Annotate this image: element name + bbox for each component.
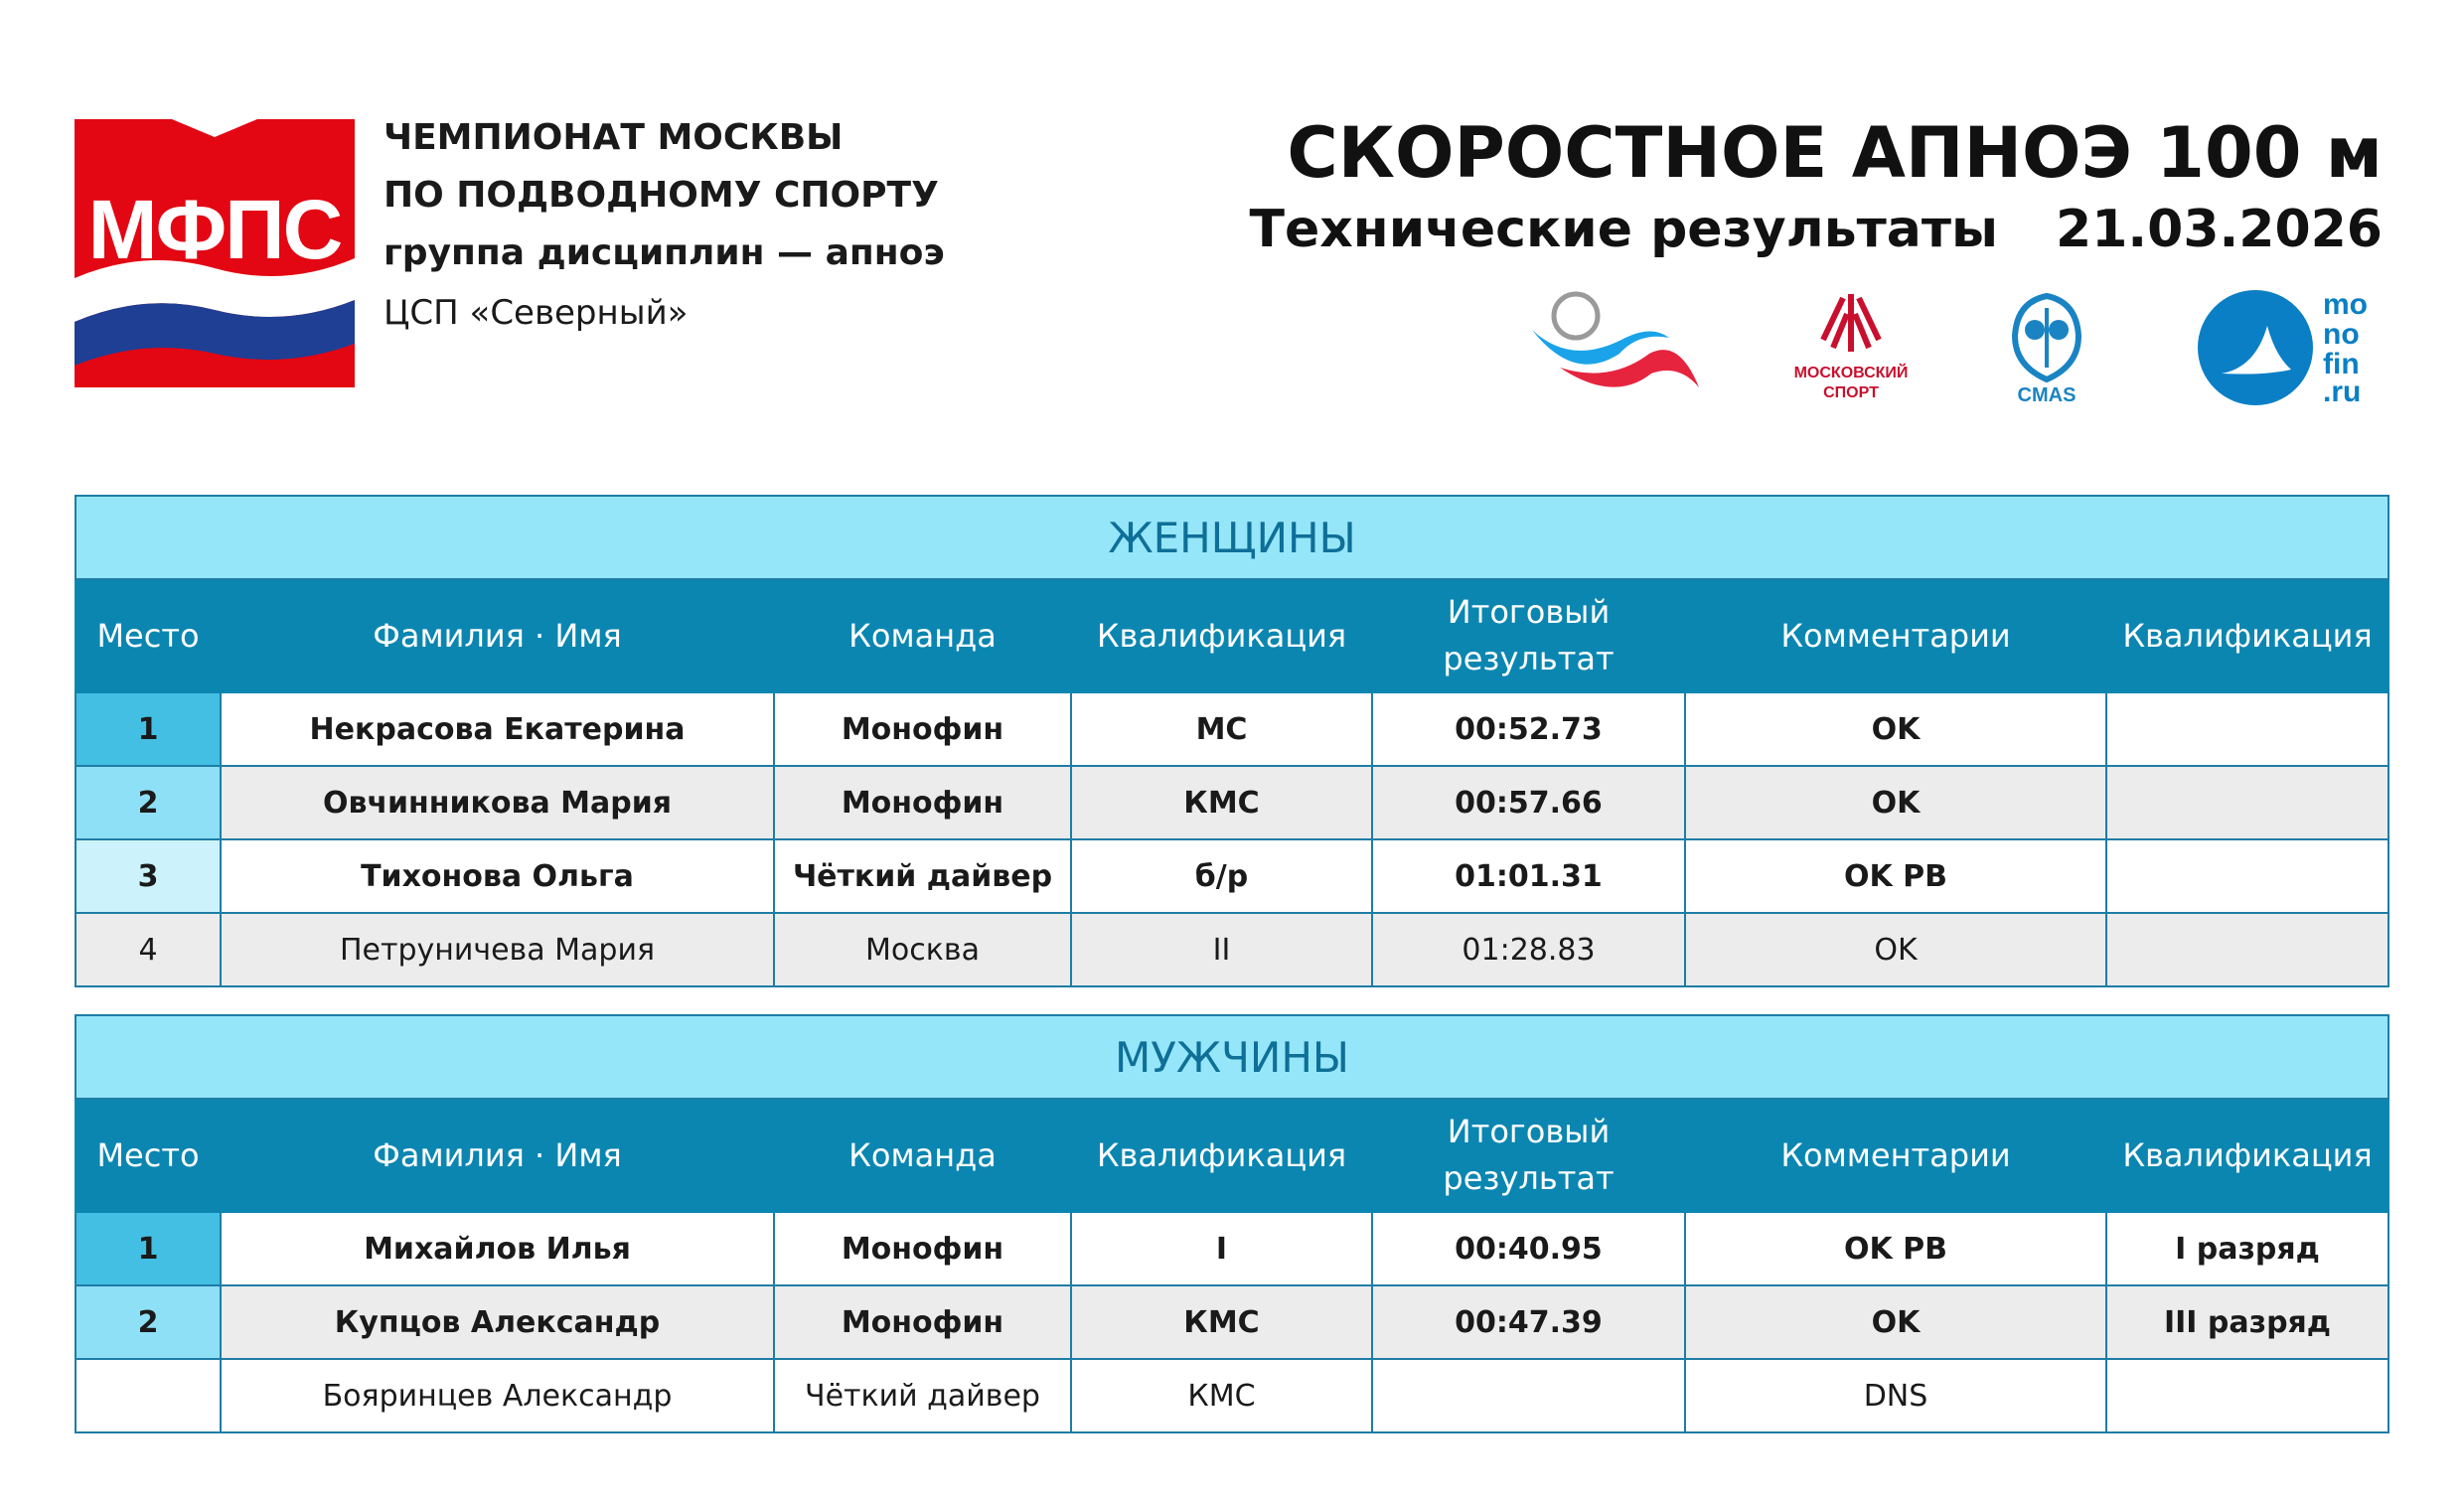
team-cell: Чёткий дайвер — [774, 839, 1071, 913]
organizer-block — [384, 109, 945, 344]
event-date: 21.03.2026 — [2056, 200, 2383, 259]
qualification-cell: МС — [1071, 692, 1372, 766]
venue: ЦСП «Северный» — [384, 293, 689, 333]
women-results-table — [75, 495, 2389, 987]
discipline-group: группа дисциплин — апноэ — [384, 232, 945, 273]
comment-cell: OK — [1685, 766, 2106, 839]
qualification-cell: КМС — [1071, 1359, 1372, 1432]
result-cell: 00:40.95 — [1372, 1212, 1685, 1285]
team-cell: Монофин — [774, 692, 1071, 766]
sport-title: ПО ПОДВОДНОМУ СПОРТУ — [384, 175, 939, 216]
col-awarded-qualification: Квалификация — [2106, 1099, 2388, 1212]
name-cell: Михайлов Илья — [221, 1212, 774, 1285]
comment-cell: OK — [1685, 692, 2106, 766]
name-cell: Овчинникова Мария — [221, 766, 774, 839]
table-row — [76, 1285, 2388, 1359]
event-title: СКОРОСТНОЕ АПНОЭ 100 м — [1287, 112, 2383, 194]
event-subtitle — [1250, 195, 2383, 264]
comment-cell: OK — [1685, 1285, 2106, 1359]
name-cell: Тихонова Ольга — [221, 839, 774, 913]
moscow-sport-line2: СПОРТ — [1823, 384, 1879, 401]
monofin-line-4: .ru — [2323, 376, 2362, 408]
place-cell: 2 — [76, 1285, 221, 1359]
comment-cell: OK — [1685, 913, 2106, 986]
result-cell: 00:47.39 — [1372, 1285, 1685, 1359]
cmas-logo — [1997, 288, 2096, 407]
team-cell: Монофин — [774, 1285, 1071, 1359]
result-cell: 01:28.83 — [1372, 913, 1685, 986]
men-section — [75, 1014, 2387, 1433]
federation-wave-logo — [1530, 288, 1701, 405]
qualification-cell: б/р — [1071, 839, 1372, 913]
col-place: Место — [76, 1099, 221, 1212]
place-cell: 2 — [76, 766, 221, 839]
table-row — [76, 839, 2388, 913]
qualification-cell: КМС — [1071, 766, 1372, 839]
men-header-row — [76, 1099, 2388, 1212]
col-result: Итоговый результат — [1372, 1099, 1685, 1212]
col-name: Фамилия · Имя — [221, 579, 774, 692]
award-cell — [2106, 766, 2388, 839]
award-cell: I разряд — [2106, 1212, 2388, 1285]
team-cell: Москва — [774, 913, 1071, 986]
monofin-line-2: no — [2323, 318, 2360, 351]
col-place: Место — [76, 579, 221, 692]
women-section — [75, 495, 2387, 987]
name-cell: Некрасова Екатерина — [221, 692, 774, 766]
comment-cell: OK PB — [1685, 839, 2106, 913]
award-cell — [2106, 1359, 2388, 1432]
place-cell: 4 — [76, 913, 221, 986]
comment-cell: OK PB — [1685, 1212, 2106, 1285]
qualification-cell: I — [1071, 1212, 1372, 1285]
table-row — [76, 913, 2388, 986]
award-cell — [2106, 839, 2388, 913]
name-cell: Петруничева Мария — [221, 913, 774, 986]
place-cell — [76, 1359, 221, 1432]
qualification-cell: КМС — [1071, 1285, 1372, 1359]
col-result: Итоговый результат — [1372, 579, 1685, 692]
award-cell — [2106, 692, 2388, 766]
place-cell: 1 — [76, 1212, 221, 1285]
table-row — [76, 766, 2388, 839]
table-row — [76, 692, 2388, 766]
col-team: Команда — [774, 579, 1071, 692]
col-comments: Комментарии — [1685, 579, 2106, 692]
cmas-text: CMAS — [2017, 384, 2077, 406]
women-header-row — [76, 579, 2388, 692]
women-section-title: ЖЕНЩИНЫ — [76, 496, 2388, 579]
col-qualification: Квалификация — [1071, 1099, 1372, 1212]
table-row — [76, 1212, 2388, 1285]
mfps-logo-text: МФПС — [87, 183, 342, 276]
monofin-line-1: mo — [2323, 288, 2368, 321]
name-cell: Купцов Александр — [221, 1285, 774, 1359]
col-awarded-qualification: Квалификация — [2106, 579, 2388, 692]
moscow-sport-line1: МОСКОВСКИЙ — [1793, 365, 1909, 381]
results-label: Технические результаты — [1249, 200, 1999, 259]
team-cell: Чёткий дайвер — [774, 1359, 1071, 1432]
men-section-title: МУЖЧИНЫ — [76, 1015, 2388, 1099]
col-team: Команда — [774, 1099, 1071, 1212]
moscow-sport-logo — [1793, 288, 1909, 407]
award-cell: III разряд — [2106, 1285, 2388, 1359]
table-row — [76, 1359, 2388, 1432]
comment-cell: DNS — [1685, 1359, 2106, 1432]
col-name: Фамилия · Имя — [221, 1099, 774, 1212]
name-cell: Бояринцев Александр — [221, 1359, 774, 1432]
col-qualification: Квалификация — [1071, 579, 1372, 692]
result-cell: 00:57.66 — [1372, 766, 1685, 839]
championship-title: ЧЕМПИОНАТ МОСКВЫ — [384, 117, 844, 158]
result-cell — [1372, 1359, 1685, 1432]
monofin-logo — [2196, 286, 2385, 409]
team-cell: Монофин — [774, 1212, 1071, 1285]
col-comments: Комментарии — [1685, 1099, 2106, 1212]
award-cell — [2106, 913, 2388, 986]
result-cell: 01:01.31 — [1372, 839, 1685, 913]
result-cell: 00:52.73 — [1372, 692, 1685, 766]
men-results-table — [75, 1014, 2389, 1433]
mfps-logo — [75, 119, 355, 387]
monofin-line-3: fin — [2323, 348, 2360, 380]
qualification-cell: II — [1071, 913, 1372, 986]
place-cell: 1 — [76, 692, 221, 766]
place-cell: 3 — [76, 839, 221, 913]
team-cell: Монофин — [774, 766, 1071, 839]
